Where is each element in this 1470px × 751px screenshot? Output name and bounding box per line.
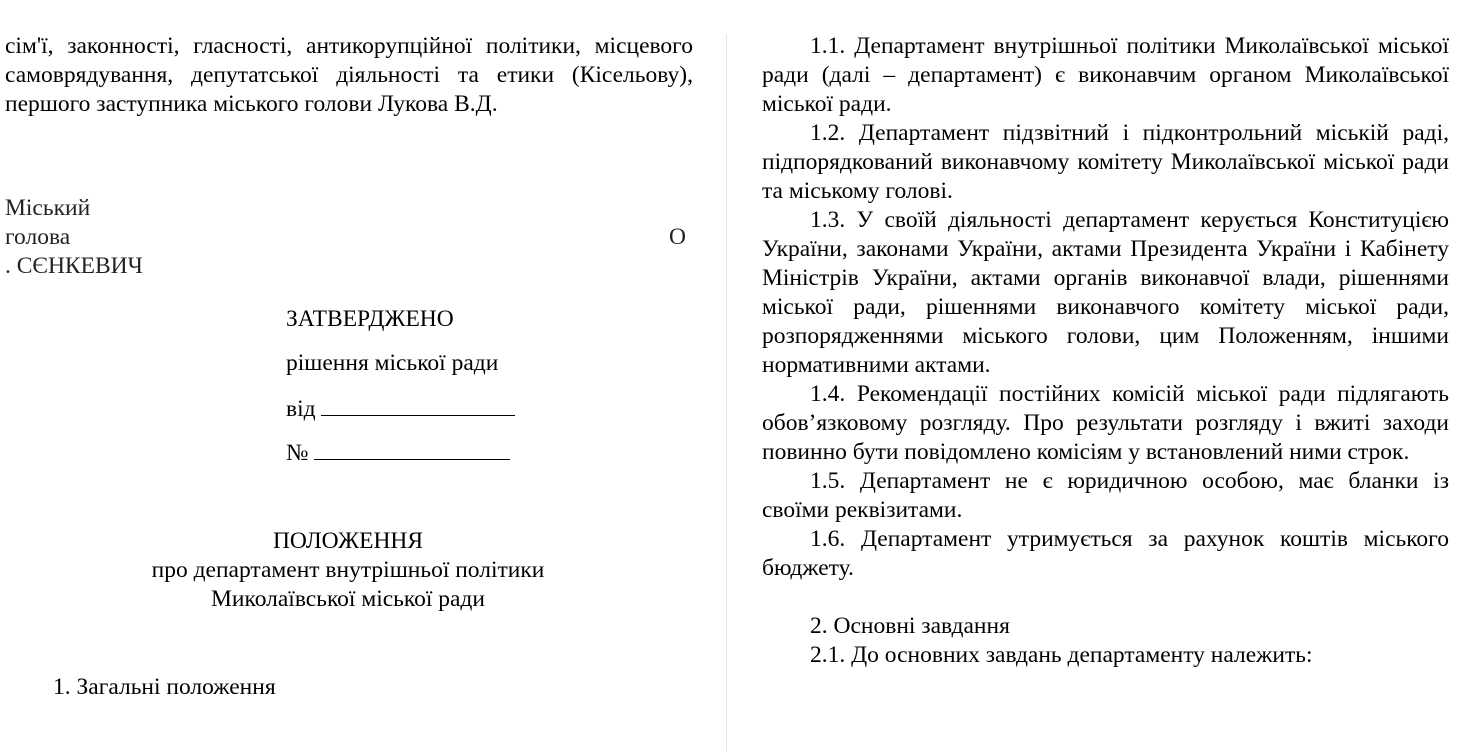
signature-block [5,194,689,281]
signature-initial: О [669,224,686,250]
document-title [0,527,696,614]
approval-block [286,305,515,481]
approval-date-label: від [286,396,316,422]
left-page [0,0,726,751]
paragraph-1-4: 1.4. Рекомендації постійних комісій міської ради підлягають обов’язковому розгляду. Про результати розгляду і вжиті заходи повинно бути повідомлено комісіям у встановлений ними строк. [762,381,1449,465]
paragraph-1-1: 1.1. Департамент внутрішньої політики Миколаївської міської ради (далі – департамент) є виконавчим органом Миколаївської міської ради. [762,33,1449,117]
paragraph-1-2: 1.2. Департамент підзвітний і підконтрольний міській раді, підпорядкований виконавчому комітету Миколаївської міської ради та міському голові. [762,120,1449,204]
section-2-heading: 2. Основні завдання [810,613,1010,639]
signature-line-2: голова [5,224,71,250]
intro-paragraph: сім'ї, законності, гласності, антикорупційної політики, місцевого самоврядування, депутатської діяльності та етики (Кісельову), першого заступника міського голови Лукова В.Д. [5,33,693,117]
signature-name: . СЄНКЕВИЧ [5,253,143,279]
approval-decision: рішення міської ради [286,350,499,376]
section-1-heading: 1. Загальні положення [53,674,276,700]
approval-number-blank [314,437,510,460]
page-divider [726,34,727,751]
signature-line-1: Міський [5,195,91,221]
approval-number-label: № [286,440,309,466]
document-title-line-1: ПОЛОЖЕННЯ [272,528,424,554]
spacer [762,583,1449,612]
approval-date-blank [321,393,515,416]
document-title-line-3: Миколаївської міської ради [211,586,485,612]
right-body [762,32,1449,670]
paragraph-1-6: 1.6. Департамент утримується за рахунок коштів міського бюджету. [762,526,1449,581]
paragraph-2-1: 2.1. До основних завдань департаменту належить: [810,642,1313,668]
paragraph-1-3: 1.3. У своїй діяльності департамент керується Конституцією України, законами України, актами Президента України і Кабінету Міністрів України, актами органів виконавчої влади, рішеннями міської ради, рішеннями виконавчого комітету міської ради, розпорядженнями міського голови, цим Положенням, іншими нормативними актами. [762,207,1449,378]
document-title-line-2: про департамент внутрішньої політики [151,557,545,583]
paragraph-1-5: 1.5. Департамент не є юридичною особою, має бланки із своїми реквізитами. [762,468,1449,523]
approval-title: ЗАТВЕРДЖЕНО [286,306,454,332]
right-page [728,0,1470,751]
